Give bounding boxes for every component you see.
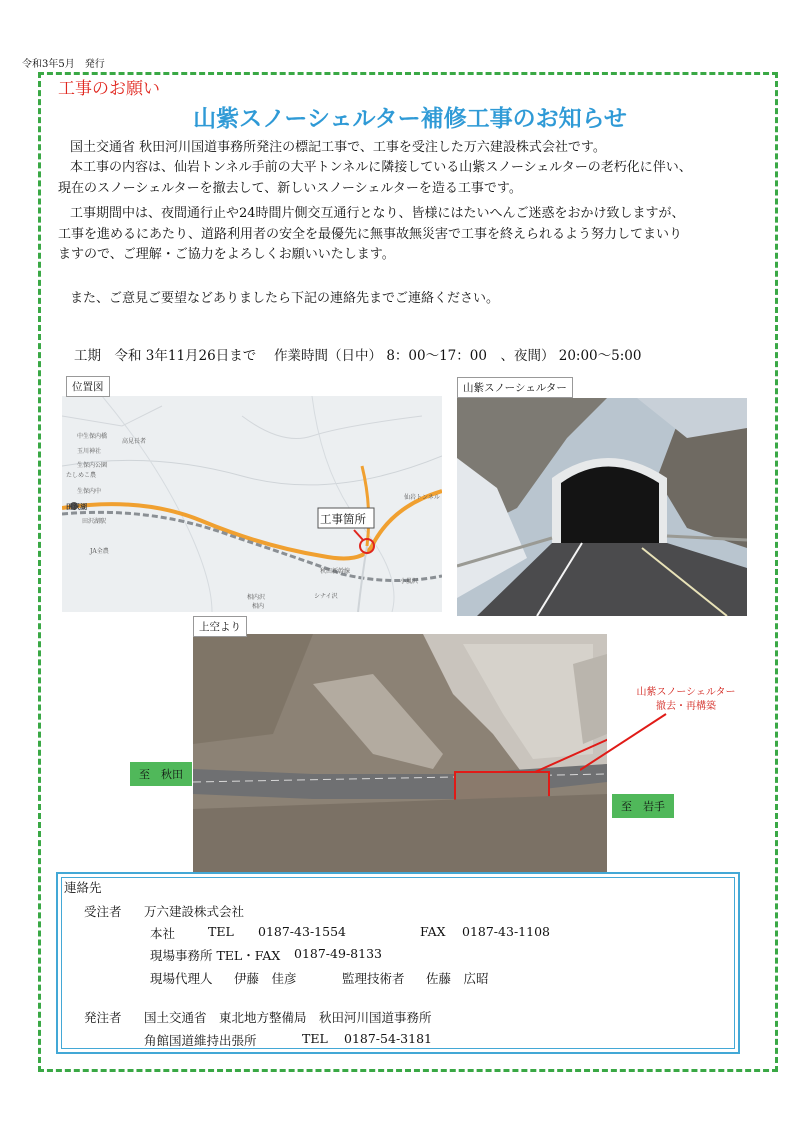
paragraph-line: 工事を進めるにあたり、道路利用者の安全を最優先に無事故無災害で工事を終えられるよう努力してまいり xyxy=(58,227,683,242)
map-place: 高見長者 xyxy=(122,438,147,445)
paragraph-line: 工事期間中は、夜間通行止や24時間片側交互通行となり、皆様にはたいへんご迷惑をおかけ致しますが、 xyxy=(70,206,685,221)
map-place: 秋田新幹線 xyxy=(320,568,351,575)
page-title: 山紫スノーシェルター補修工事のお知らせ xyxy=(193,106,627,132)
contractor-label: 受注者 xyxy=(84,904,122,919)
client-name: 国土交通省 東北地方整備局 秋田河川国道事務所 xyxy=(144,1010,432,1025)
map-label: 位置図 xyxy=(66,376,110,397)
aerial-photo xyxy=(193,634,607,872)
tunnel-label: 山紫スノーシェルター xyxy=(457,377,573,398)
site-label: 工事箇所 xyxy=(320,512,366,526)
paragraph-line: また、ご意見ご要望などありましたら下記の連絡先までご連絡ください。 xyxy=(70,291,500,306)
site-office-label: 現場事務所 TEL・FAX xyxy=(150,948,281,963)
to-akita-tag: 至 秋田 xyxy=(130,762,192,786)
head-tel: 0187-43-1554 xyxy=(258,924,346,939)
shelter-note xyxy=(630,686,742,714)
map-place: 仙岩トンネル xyxy=(404,494,440,501)
map-place: 中生保内橋 xyxy=(77,433,108,440)
shelter-note-line2: 撤去・再構築 xyxy=(656,701,716,712)
shelter-pointer-line xyxy=(580,712,670,772)
contractor-name: 万六建設株式会社 xyxy=(144,904,245,919)
head-fax-label: FAX xyxy=(420,924,446,939)
paragraph-line: 国土交通省 秋田河川国道事務所発注の標記工事で、工事を受注した万六建設株式会社です。 xyxy=(70,140,606,155)
map-place: JA全農 xyxy=(90,548,109,555)
map-place: 小嵐沢 xyxy=(400,578,419,585)
map-place: 田沢湖 xyxy=(66,502,87,511)
site-agent-label: 現場代理人 xyxy=(150,971,213,986)
issue-date: 令和3年5月 発行 xyxy=(22,59,105,70)
site-agent: 伊藤 佳彦 xyxy=(234,971,297,986)
map-place: 相内 xyxy=(252,603,265,610)
site-tel: 0187-49-8133 xyxy=(294,946,382,961)
work-period: 工期 令和 3年11月26日まで 作業時間（日中） 8：00〜17：00 、夜間） 20:00〜5:00 xyxy=(74,348,642,364)
to-iwate-tag: 至 岩手 xyxy=(612,794,674,818)
aerial-label: 上空より xyxy=(193,616,247,637)
paragraph-line: 現在のスノーシェルターを撤去して、新しいスノーシェルターを造る工事です。 xyxy=(58,181,522,196)
paragraph-line: 本工事の内容は、仙岩トンネル手前の大平トンネルに隣接している山紫スノーシェルターの老朽化に伴い、 xyxy=(70,160,692,175)
head-office-label: 本社 xyxy=(150,926,176,941)
supervisor-label: 監理技術者 xyxy=(342,971,405,986)
map-place: 田沢湖駅 xyxy=(82,518,107,525)
location-map xyxy=(62,396,442,612)
map-place: 生保内公園 xyxy=(77,462,108,469)
aerial-graphic xyxy=(193,634,607,872)
tunnel-photo xyxy=(457,398,747,616)
supervisor: 佐藤 広昭 xyxy=(426,971,489,986)
map-place: 生保内中 xyxy=(77,488,102,495)
branch-tel: 0187-54-3181 xyxy=(344,1031,432,1046)
branch-tel-label: TEL xyxy=(302,1031,328,1046)
notice-badge: 工事のお願い xyxy=(58,79,160,99)
paragraph-line: ますので、ご理解・ご協力をよろしくお願いいたします。 xyxy=(58,247,395,262)
map-graphic xyxy=(62,396,442,612)
head-tel-label: TEL xyxy=(208,924,234,939)
client-label: 発注者 xyxy=(84,1010,122,1025)
map-place: 相内沢 xyxy=(247,594,266,601)
map-place: シナイ沢 xyxy=(314,593,338,600)
map-place: 玉川神社 xyxy=(77,448,102,455)
map-place: たしめこ農 xyxy=(66,472,97,479)
contact-box xyxy=(56,872,740,1054)
shelter-note-line1: 山紫スノーシェルター xyxy=(636,687,736,698)
tunnel-graphic xyxy=(457,398,747,616)
head-fax: 0187-43-1108 xyxy=(462,924,550,939)
contact-heading: 連絡先 xyxy=(64,880,102,895)
branch-office: 角館国道維持出張所 xyxy=(144,1033,257,1048)
